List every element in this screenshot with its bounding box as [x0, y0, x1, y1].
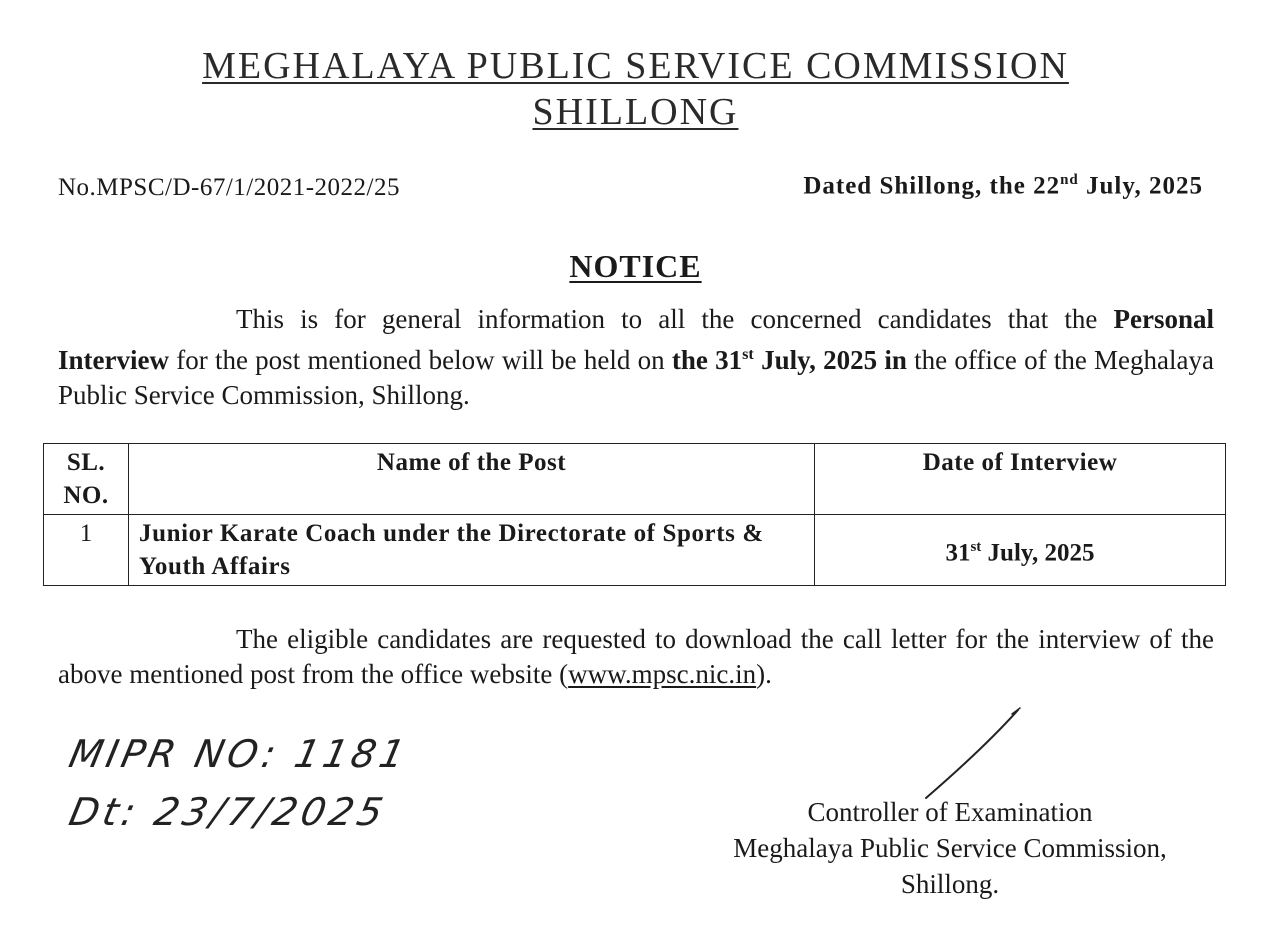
row-sl-no: 1 [44, 515, 129, 586]
signatory-designation: Controller of Examination [807, 797, 1093, 827]
org-name-text: MEGHALAYA PUBLIC SERVICE COMMISSION [202, 45, 1069, 87]
dated-line [803, 172, 1203, 200]
header-sl-no: SL. NO. [44, 444, 129, 515]
para2-text-after: ). [756, 659, 772, 689]
para1-bold-date [672, 345, 907, 375]
signatory-block [690, 794, 1210, 902]
para1-part1: This is for general information to all the concerned candidates that the [236, 304, 1114, 334]
org-city-heading [0, 90, 1271, 134]
para2-text-before: The eligible candidates are requested to download the call letter for the interview of the above mentioned post from the office website ( [58, 624, 1214, 689]
org-name-heading [0, 44, 1271, 88]
notice-paragraph-2 [58, 622, 1214, 692]
header-interview-date: Date of Interview [815, 444, 1226, 515]
para1-part3: the office of the Meghalaya Public Service Commission, Shillong. [58, 345, 1214, 410]
dated-suffix: July, 2025 [1078, 172, 1203, 200]
table-header-row [44, 444, 1226, 515]
para1-bold-interview: Personal Interview [58, 304, 1214, 375]
handwritten-mipr-number: MIPR NO: 1181 [65, 732, 413, 776]
interview-schedule-table [43, 443, 1226, 586]
notice-title [0, 248, 1271, 285]
notice-title-text: NOTICE [569, 248, 702, 284]
para1-bold-date-a: the 31 [671, 345, 743, 375]
para1-bold-date-b: July, 2025 in [753, 345, 907, 375]
table-row [44, 515, 1226, 586]
row-date-sup: st [970, 538, 982, 555]
signatory-place: Shillong. [900, 869, 1000, 899]
para1-bold-date-sup: st [742, 345, 754, 363]
org-city-text: SHILLONG [532, 91, 739, 133]
header-post-name: Name of the Post [129, 444, 815, 515]
row-interview-date [815, 515, 1226, 586]
row-date-rest: July, 2025 [981, 539, 1095, 567]
para1-part2: for the post mentioned below will be held on [168, 345, 672, 375]
website-link[interactable]: www.mpsc.nic.in [568, 659, 757, 689]
signatory-organisation: Meghalaya Public Service Commission, [733, 833, 1167, 863]
dated-prefix: Dated Shillong, the 22 [803, 172, 1061, 200]
handwritten-mipr-date: Dt: 23/7/2025 [65, 790, 391, 834]
row-post-name: Junior Karate Coach under the Directorate of Sports & Youth Affairs [129, 515, 815, 586]
reference-number: No.MPSC/D-67/1/2021-2022/25 [58, 174, 401, 201]
row-date-day: 31 [945, 539, 971, 567]
handwritten-mipr-note [65, 722, 450, 852]
notice-paragraph-1 [58, 302, 1214, 413]
dated-superscript: nd [1060, 172, 1079, 188]
